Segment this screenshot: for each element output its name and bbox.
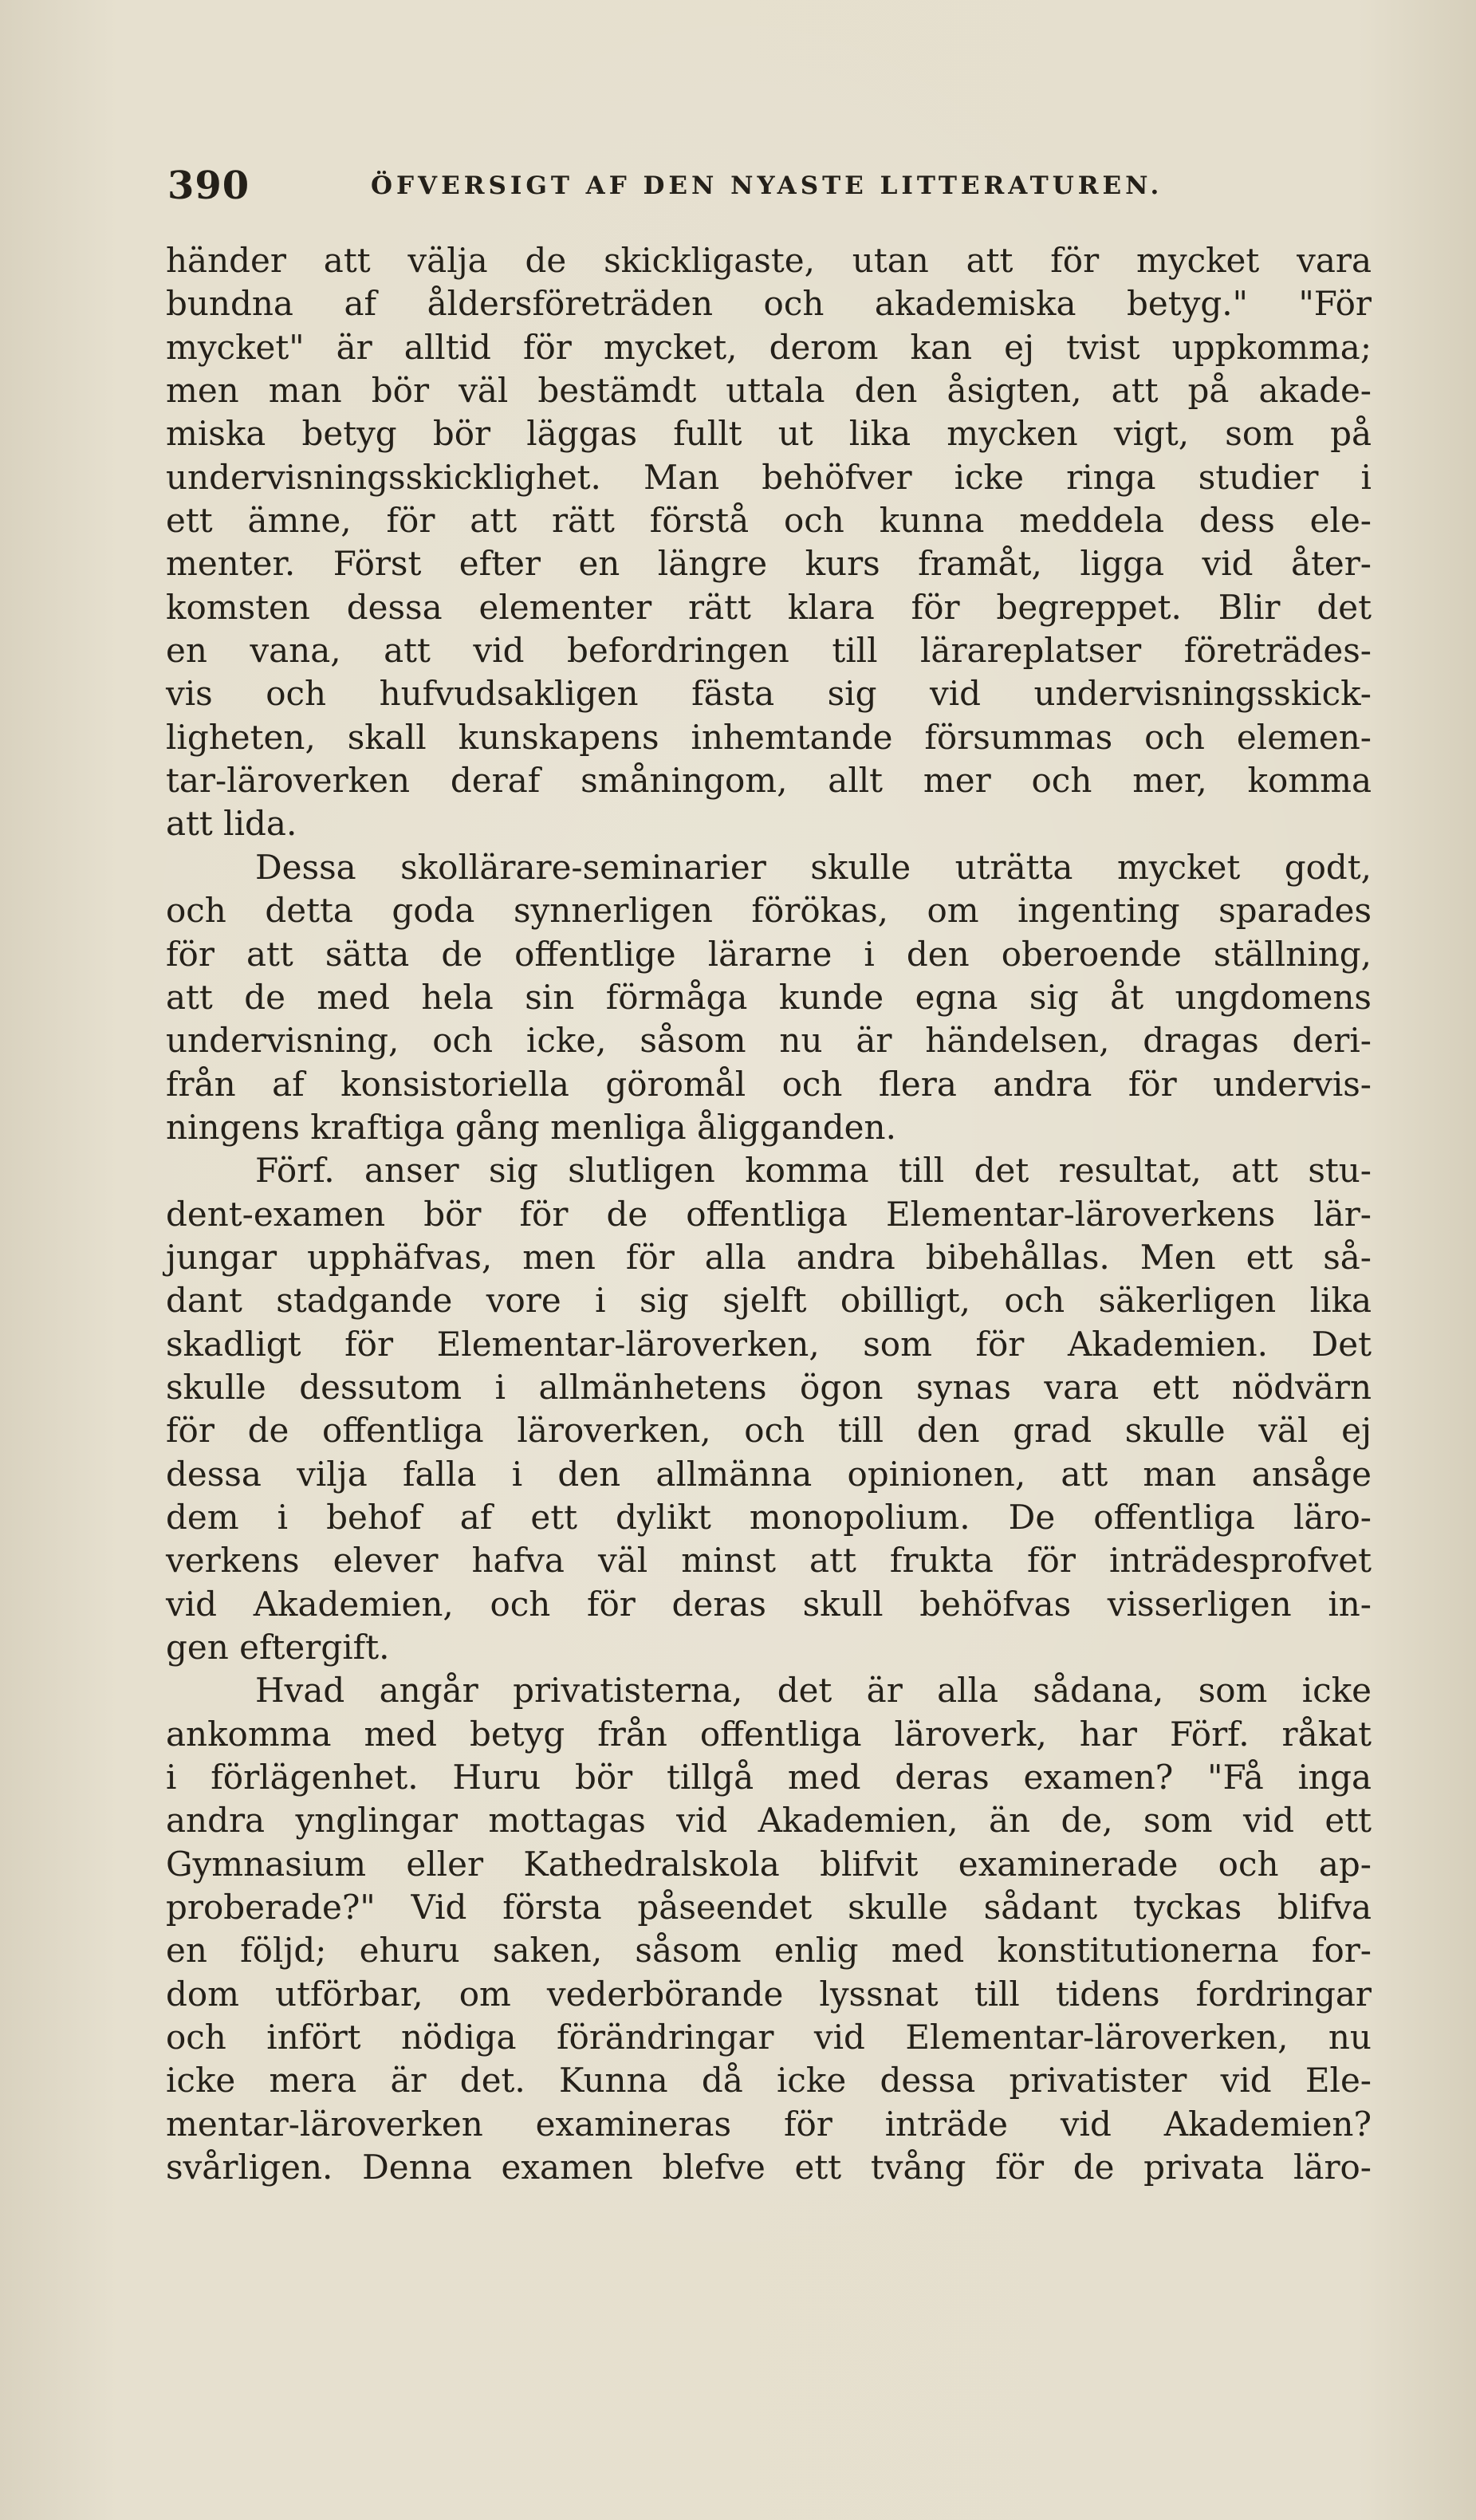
text-line: menter. Först efter en längre kurs framåt, ligga vid åter- [166,544,1372,584]
text-line: i förlägenhet. Huru bör tillgå med deras examen? "Få inga [166,1758,1372,1797]
text-line: en följd; ehuru saken, såsom enlig med konstitutionerna for- [166,1931,1372,1971]
text-line: icke mera är det. Kunna då icke dessa privatister vid Ele- [166,2061,1372,2101]
text-line: bundna af åldersföreträden och akademiska betyg." "För [166,284,1372,324]
paragraph-start-line: Hvad angår privatisterna, det är alla sådana, som icke [255,1671,1372,1711]
text-line: verkens elever hafva väl minst att frukta för inträdesprofvet [166,1541,1372,1581]
text-line: ningens kraftiga gång menliga åligganden. [166,1107,896,1147]
text-line: jungar upphäfvas, men för alla andra bibehållas. Men ett så- [166,1237,1372,1277]
running-head: ÖFVERSIGT AF DEN NYASTE LITTERATUREN. [371,171,1163,200]
text-line: vis och hufvudsakligen fästa sig vid undervisningsskick- [166,674,1372,714]
page-number: 390 [167,163,250,208]
text-line: proberade?" Vid första påseendet skulle sådant tyckas blifva [166,1888,1372,1927]
text-line: tar-läroverken deraf småningom, allt mer och mer, komma [166,761,1372,801]
text-line: svårligen. Denna examen blefve ett tvång för de privata läro- [166,2148,1372,2187]
page-header [167,163,1372,219]
paragraph-start-line: Dessa skollärare-seminarier skulle uträtta mycket godt, [255,847,1372,887]
text-line: för de offentliga läroverken, och till den grad skulle väl ej [166,1411,1372,1451]
text-line: miska betyg bör läggas fullt ut lika mycken vigt, som på [166,414,1372,454]
text-line: händer att välja de skickligaste, utan att för mycket vara [166,241,1372,280]
text-line: ligheten, skall kunskapens inhemtande försummas och elemen- [166,717,1372,757]
text-line: Gymnasium eller Kathedralskola blifvit examinerade och ap- [166,1844,1372,1884]
paragraph-start-line: Förf. anser sig slutligen komma till det resultat, att stu- [255,1151,1372,1191]
text-line: komsten dessa elementer rätt klara för begreppet. Blir det [166,587,1372,627]
text-line: skulle dessutom i allmänhetens ögon synas vara ett nödvärn [166,1367,1372,1407]
text-line: men man bör väl bestämdt uttala den åsigten, att på akade- [166,371,1372,411]
text-line: dent-examen bör för de offentliga Elementar-läroverkens lär- [166,1194,1372,1234]
text-line: och infört nödiga förändringar vid Elementar-läroverken, nu [166,2018,1372,2057]
text-line: och detta goda synnerligen förökas, om ingenting sparades [166,891,1372,931]
text-line: skadligt för Elementar-läroverken, som för Akademien. Det [166,1324,1372,1364]
text-line: för att sätta de offentlige lärarne i den oberoende ställning, [166,934,1372,974]
text-line: från af konsistoriella göromål och flera andra för undervis- [166,1064,1372,1104]
text-line: att de med hela sin förmåga kunde egna sig åt ungdomens [166,977,1372,1017]
text-line: dant stadgande vore i sig sjelft obilligt, och säkerligen lika [166,1281,1372,1321]
text-line: att lida. [166,804,297,844]
text-line: vid Akademien, och för deras skull behöfvas visserligen in- [166,1584,1372,1624]
text-line: mentar-läroverken examineras för inträde vid Akademien? [166,2104,1372,2144]
text-line: dem i behof af ett dylikt monopolium. De offentliga läro- [166,1497,1372,1537]
text-line: dessa vilja falla i den allmänna opinionen, att man ansåge [166,1454,1372,1494]
text-line: gen eftergift. [166,1628,390,1667]
text-line: dom utförbar, om vederbörande lyssnat till tidens fordringar [166,1974,1372,2014]
text-line: ankomma med betyg från offentliga läroverk, har Förf. råkat [166,1714,1372,1754]
body-text [166,239,1372,2189]
text-line: undervisningsskicklighet. Man behöfver icke ringa studier i [166,457,1372,497]
text-line: en vana, att vid befordringen till lärareplatser företrädes- [166,631,1372,671]
text-line: ett ämne, för att rätt förstå och kunna meddela dess ele- [166,501,1372,541]
text-line: mycket" är alltid för mycket, derom kan ej tvist uppkomma; [166,327,1372,367]
text-line: undervisning, och icke, såsom nu är händelsen, dragas deri- [166,1021,1372,1061]
text-line: andra ynglingar mottagas vid Akademien, än de, som vid ett [166,1801,1372,1841]
